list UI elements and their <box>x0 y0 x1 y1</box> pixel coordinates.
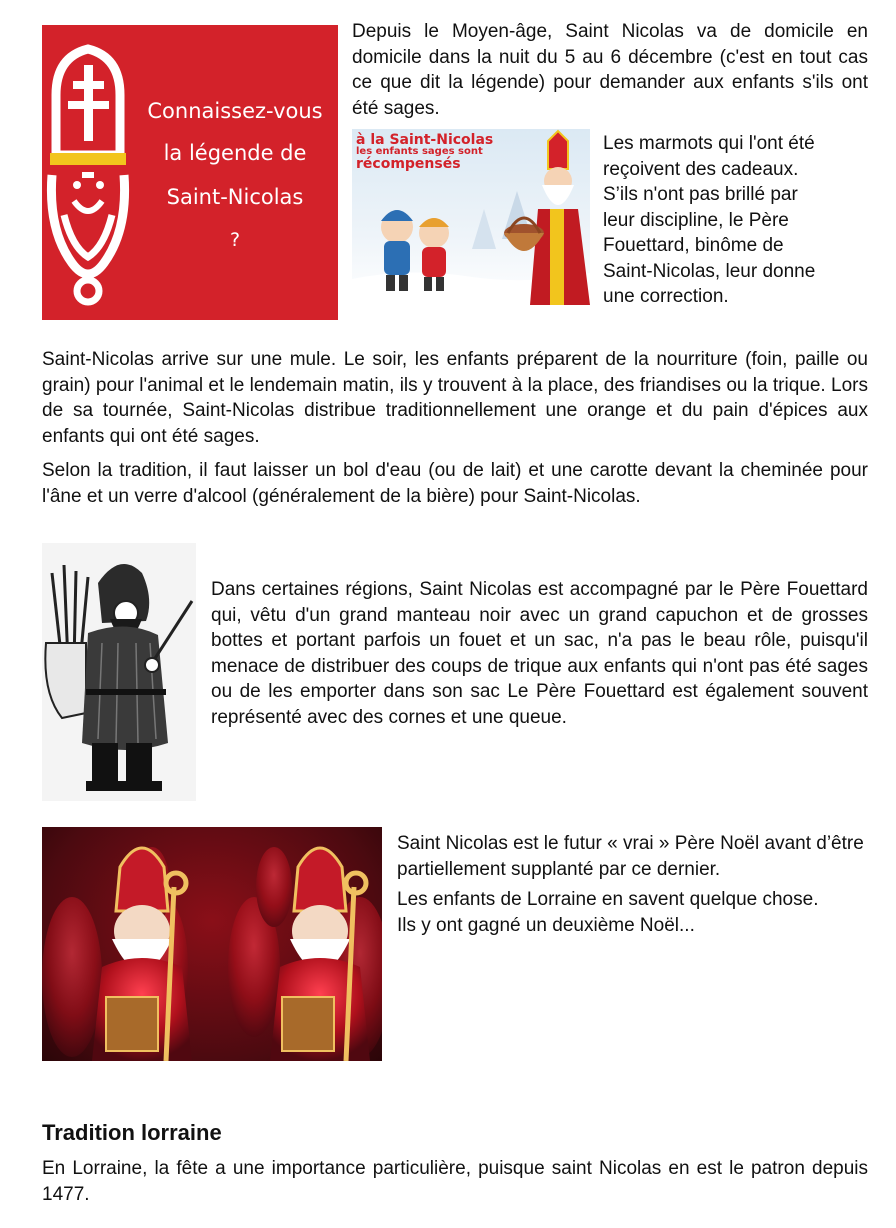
lorraine-paragraph: En Lorraine, la fête a une importance particulière, puisque saint Nicolas en est le patron depuis 1477. <box>42 1158 868 1205</box>
mule-paragraph: Saint-Nicolas arrive sur une mule. Le soir, les enfants préparent de la nourriture (foin, paille ou grain) pour l'animal et le lendemain matin, ils y trouvent à la place, des friandises ou la trique. Lors de sa tournée, Saint-Nicolas distribue traditionnellement une orange et du pain d'épices aux enfants qui ont été sages. <box>42 349 868 447</box>
marmots-line: leur discipline, le Père <box>603 209 789 231</box>
tradition-paragraph: Selon la tradition, il faut laisser un bol d'eau (ou de lait) et une carotte devant la cheminée pour l'âne et un verre d'alcool (généralement de la bière) pour Saint-Nicolas. <box>42 460 868 507</box>
lorraine-kids-paragraph: Les enfants de Lorraine en savent quelque chose. Ils y ont gagné un deuxième Noël... <box>397 889 819 936</box>
legend-banner-image <box>42 25 338 320</box>
pere-noel-paragraph: Saint Nicolas est le futur « vrai » Père Noël avant d’être partiellement supplanté par ce dernier. <box>397 833 864 880</box>
marmots-line: Les marmots qui l'ont été <box>603 133 815 154</box>
marmots-line: Saint-Nicolas, leur donne <box>603 260 816 282</box>
banner-line-4: ? <box>229 229 241 251</box>
kids-image-caption <box>356 133 516 171</box>
saint-nicolas-logo-icon <box>42 25 132 320</box>
pere-fouettard-image <box>42 543 196 801</box>
saint-nicolas-kids-image <box>352 129 590 305</box>
chocolate-figures-icon <box>42 827 382 1061</box>
kids-caption-line-3: récompensés <box>356 156 461 172</box>
banner-line-2: la légende de <box>163 141 307 165</box>
banner-line-3: Saint-Nicolas <box>166 185 304 209</box>
fouettard-paragraph: Dans certaines régions, Saint Nicolas est accompagné par le Père Fouettard qui, vêtu d'un grand manteau noir avec un grand capuchon et de grosses bottes et portant parfois un fouet et un sac, n'a pas le beau rôle, puisqu'il menace de distribuer des coups de trique aux enfants qui n'ont pas été sages ou de les emporter dans son sac Le Père Fouettard est également souvent représenté avec des cornes et une queue. <box>211 579 868 728</box>
kids-caption-line-2: les enfants sages sont <box>356 146 483 157</box>
intro-paragraph: Depuis le Moyen-âge, Saint Nicolas va de domicile en domicile dans la nuit du 5 au 6 décembre (c'est en tout cas ce que dit la légende) pour demander aux enfants s'ils ont été sages. <box>352 21 868 119</box>
chocolate-saint-nicolas-image <box>42 827 382 1061</box>
marmots-line: une correction. <box>603 286 729 307</box>
banner-line-1: Connaissez-vous <box>147 99 323 123</box>
marmots-line: Fouettard, binôme de <box>603 235 784 256</box>
marmots-paragraph <box>603 131 873 310</box>
section-heading: Tradition lorraine <box>42 1120 222 1145</box>
marmots-line: S’ils n'ont pas brillé par <box>603 184 798 205</box>
pere-fouettard-drawing-icon <box>42 543 196 801</box>
kids-caption-line-1: à la Saint-Nicolas <box>356 132 494 148</box>
marmots-line: reçoivent des cadeaux. <box>603 158 799 180</box>
